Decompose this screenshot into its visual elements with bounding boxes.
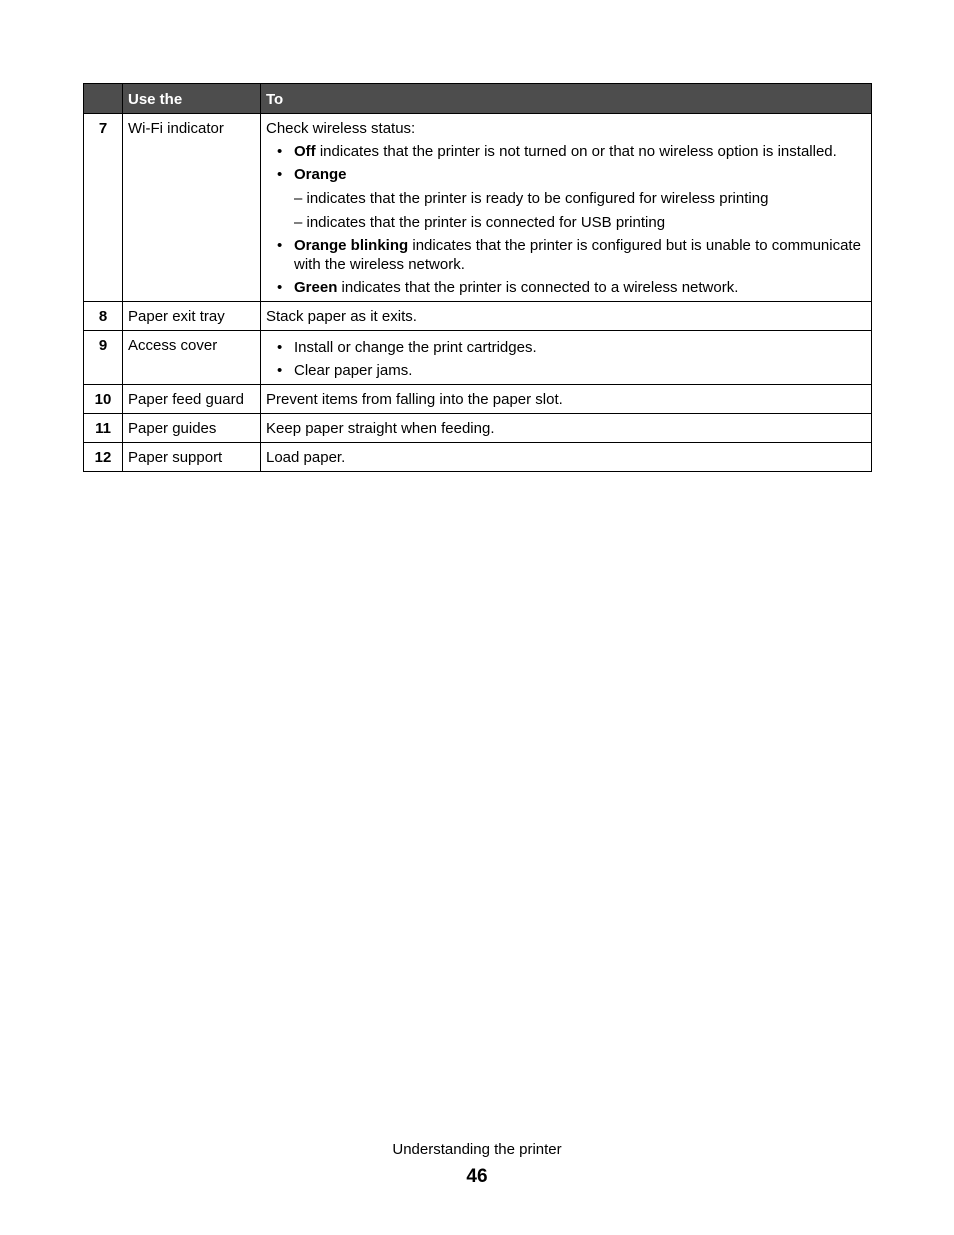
- row-use: Paper guides: [123, 414, 261, 443]
- status-description: indicates that the printer is not turned on or that no wireless option is installed.: [315, 143, 837, 160]
- bullet-list: [266, 338, 866, 380]
- table-row: [84, 331, 872, 385]
- row-to: [261, 114, 872, 302]
- row-intro-text: Check wireless status:: [266, 120, 416, 137]
- row-use: Paper exit tray: [123, 302, 261, 331]
- status-keyword: Green: [294, 279, 338, 296]
- row-number: 7: [84, 114, 123, 302]
- status-description: indicates that the printer is configured but is unable to communicate with the wireless network.: [294, 237, 861, 273]
- header-number: [84, 84, 123, 114]
- row-to: Load paper.: [261, 443, 872, 472]
- list-item: [266, 142, 866, 161]
- list-item: [266, 236, 866, 274]
- status-keyword: Orange: [294, 166, 347, 183]
- list-item: [266, 361, 866, 380]
- row-to: Keep paper straight when feeding.: [261, 414, 872, 443]
- row-number: 11: [84, 414, 123, 443]
- row-number: 10: [84, 385, 123, 414]
- row-use: Paper feed guard: [123, 385, 261, 414]
- table-header-row: [84, 84, 872, 114]
- sub-item: – indicates that the printer is connected for USB printing: [294, 214, 666, 231]
- list-item-text: Install or change the print cartridges.: [294, 339, 537, 356]
- table-row: [84, 414, 872, 443]
- bullet-list: [266, 142, 866, 184]
- list-item: [266, 165, 866, 184]
- row-use: Access cover: [123, 331, 261, 385]
- sub-item: – indicates that the printer is ready to be configured for wireless printing: [294, 190, 769, 207]
- status-keyword: Off: [294, 143, 316, 160]
- bullet-list: [266, 236, 866, 297]
- row-use: Wi-Fi indicator: [123, 114, 261, 302]
- list-item: [266, 278, 866, 297]
- row-use: Paper support: [123, 443, 261, 472]
- header-to: To: [261, 84, 872, 114]
- row-number: 9: [84, 331, 123, 385]
- bullet-icon: •: [277, 279, 283, 296]
- row-to: [261, 331, 872, 385]
- bullet-icon: •: [277, 362, 283, 379]
- table-row: [84, 443, 872, 472]
- printer-parts-table: [83, 83, 872, 472]
- bullet-icon: •: [277, 166, 283, 183]
- row-number: 12: [84, 443, 123, 472]
- list-item: [266, 338, 866, 357]
- list-item-text: Clear paper jams.: [294, 362, 413, 379]
- table-row: [84, 114, 872, 302]
- row-number: 8: [84, 302, 123, 331]
- table-row: [84, 302, 872, 331]
- bullet-icon: •: [277, 143, 283, 160]
- bullet-icon: •: [277, 339, 283, 356]
- footer-section-title: Understanding the printer: [392, 1141, 562, 1158]
- status-description: indicates that the printer is connected to a wireless network.: [337, 279, 739, 296]
- row-to: Prevent items from falling into the paper slot.: [261, 385, 872, 414]
- page-number: 46: [466, 1166, 488, 1187]
- row-to: Stack paper as it exits.: [261, 302, 872, 331]
- table-row: [84, 385, 872, 414]
- header-use-the: Use the: [123, 84, 261, 114]
- bullet-icon: •: [277, 237, 283, 254]
- status-keyword: Orange blinking: [294, 237, 409, 254]
